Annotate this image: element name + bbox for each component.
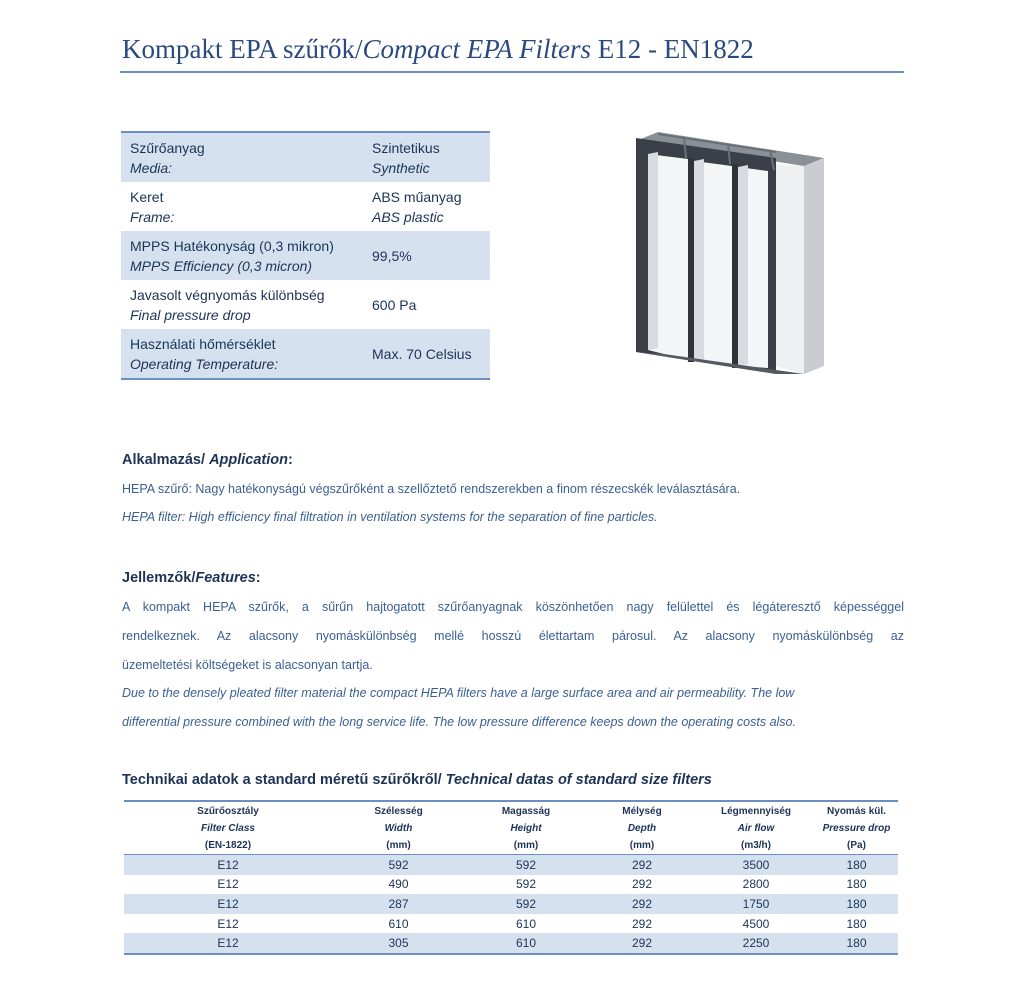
spec-label-hu: MPPS Hatékonyság (0,3 mikron): [130, 237, 334, 254]
spec-label: [121, 334, 372, 374]
table-cell: 292: [631, 896, 653, 911]
column-header-air-flow: [697, 802, 815, 854]
column-header-unit: (Pa): [847, 840, 866, 851]
table-cell: 287: [388, 896, 409, 911]
table-cell: 1750: [742, 896, 770, 911]
application-text-en: HEPA filter: High efficiency final filtration in ventilation systems for the separation of fine particles.: [122, 510, 658, 524]
features-heading: [122, 570, 261, 586]
spec-value: [372, 187, 490, 227]
page-title: [122, 34, 754, 65]
column-header-en: Depth: [627, 823, 657, 834]
spec-label: [121, 187, 372, 227]
spec-label-en: Frame:: [130, 208, 175, 225]
column-header-unit: (mm): [629, 840, 655, 851]
column-header-unit: (m3/h): [741, 840, 771, 851]
spec-value-en: Synthetic: [372, 159, 430, 176]
features-heading-en: Features: [195, 570, 256, 586]
application-heading-hu: Alkalmazás/: [122, 452, 210, 468]
spec-row-frame: [121, 182, 490, 231]
column-header-hu: Szűrőosztály: [197, 806, 259, 817]
column-header-en: Width: [384, 823, 413, 834]
spec-row-pressure-drop: [121, 280, 490, 329]
table-row: [124, 933, 898, 953]
table-cell: 592: [388, 857, 409, 872]
table-cell: 592: [515, 877, 537, 892]
table-cell: 180: [846, 916, 867, 931]
spec-value: 600 Pa: [372, 296, 417, 313]
spec-value-hu: ABS műanyag: [372, 188, 462, 205]
table-cell: 292: [631, 857, 653, 872]
column-header-unit: (EN-1822): [204, 840, 252, 851]
column-header-pressure-drop: [815, 802, 898, 854]
table-cell: 592: [515, 857, 537, 872]
spec-value: Max. 70 Celsius: [372, 345, 472, 362]
spec-label-hu: Keret: [130, 188, 164, 205]
table-cell: 2250: [742, 936, 770, 951]
tech-heading-en: Technical datas of standard size filters: [445, 772, 712, 788]
spec-table: [121, 131, 490, 380]
features-text-en-line: Due to the densely pleated filter material the compact HEPA filters have a large surface area and air permeability. The low: [122, 686, 795, 700]
spec-value-en: ABS plastic: [372, 208, 444, 225]
spec-value-hu: Szintetikus: [372, 139, 440, 156]
tech-data-table: [124, 800, 898, 955]
table-row: [124, 894, 898, 914]
spec-value: 99,5%: [372, 247, 412, 264]
spec-label-hu: Javasolt végnyomás különbség: [130, 286, 325, 303]
table-cell: E12: [217, 896, 239, 911]
table-cell: 610: [515, 916, 537, 931]
tech-heading: [122, 772, 712, 788]
features-text-en-line: differential pressure combined with the long service life. The low pressure difference keeps down the operating costs also.: [122, 715, 796, 729]
spec-label-en: MPPS Efficiency (0,3 micron): [130, 257, 313, 274]
spec-label: [121, 236, 372, 276]
column-header-hu: Légmennyiség: [720, 806, 792, 817]
table-cell: E12: [217, 857, 239, 872]
column-header-en: Air flow: [737, 823, 775, 834]
column-header-unit: (mm): [513, 840, 539, 851]
application-heading-en: Application: [209, 452, 289, 468]
table-cell: 292: [631, 916, 653, 931]
table-cell: 610: [515, 936, 537, 951]
tech-heading-hu: Technikai adatok a standard méretű szűrőkről/: [122, 772, 446, 788]
title-divider: [120, 71, 904, 73]
column-header-hu: Nyomás kül.: [827, 806, 886, 817]
spec-row-temperature: [121, 329, 490, 378]
title-suffix: E12 - EN1822: [591, 34, 754, 64]
table-header: [124, 802, 898, 855]
spec-value: [372, 138, 490, 178]
features-text-hu-line: A kompakt HEPA szűrők, a sűrűn hajtogatott szűrőanyagnak köszönhetően nagy felülettel és légáteresztő képességgel: [122, 600, 904, 614]
spec-label-en: Operating Temperature:: [130, 355, 279, 372]
spec-label-hu: Szűrőanyag: [130, 139, 205, 156]
table-row: [124, 875, 898, 895]
table-cell: 4500: [742, 916, 770, 931]
spec-label: [121, 285, 372, 325]
table-cell: 292: [631, 877, 653, 892]
table-cell: E12: [217, 936, 239, 951]
filter-product-image: [624, 128, 830, 388]
table-cell: 2800: [742, 877, 770, 892]
table-cell: 180: [846, 896, 867, 911]
column-header-filter-class: [124, 802, 332, 854]
table-cell: 592: [515, 896, 537, 911]
features-text-hu-line: üzemeltetési költségeket is alacsonyan tartja.: [122, 658, 373, 672]
table-cell: E12: [217, 916, 239, 931]
features-text-hu-line: rendelkeznek. Az alacsony nyomáskülönbség mellé hosszú élettartam párosul. Az alacsony nyomáskülönbség az: [122, 629, 904, 643]
column-header-hu: Mélység: [622, 806, 662, 817]
column-header-height: [465, 802, 587, 854]
table-row: [124, 855, 898, 875]
table-cell: 490: [388, 877, 409, 892]
spec-label-en: Media:: [130, 159, 173, 176]
title-hu: Kompakt EPA szűrők/: [122, 34, 363, 64]
application-heading-colon: :: [288, 452, 293, 468]
spec-label-en: Final pressure drop: [130, 306, 251, 323]
table-cell: 180: [846, 857, 867, 872]
column-header-width: [332, 802, 465, 854]
table-cell: 610: [388, 916, 409, 931]
table-cell: 305: [388, 936, 409, 951]
spec-row-media: [121, 133, 490, 182]
table-cell: 3500: [742, 857, 770, 872]
features-heading-hu: Jellemzők/: [122, 570, 196, 586]
column-header-unit: (mm): [386, 840, 411, 851]
application-heading: [122, 452, 293, 468]
title-en: Compact EPA Filters: [362, 34, 592, 64]
column-header-hu: Szélesség: [374, 806, 423, 817]
table-cell: 180: [846, 877, 867, 892]
column-header-en: Filter Class: [201, 823, 255, 834]
table-row: [124, 914, 898, 934]
table-cell: E12: [217, 877, 239, 892]
column-header-hu: Magasság: [501, 806, 551, 817]
features-heading-colon: :: [255, 570, 261, 586]
spec-label: [121, 138, 372, 178]
spec-row-efficiency: [121, 231, 490, 280]
column-header-depth: [587, 802, 697, 854]
column-header-en: Height: [510, 823, 542, 834]
column-header-en: Pressure drop: [822, 823, 891, 834]
application-text-hu: HEPA szűrő: Nagy hatékonyságú végszűrőként a szellőztető rendszerekben a finom részecskék leválasztására.: [122, 482, 741, 496]
table-cell: 180: [846, 936, 867, 951]
table-cell: 292: [631, 936, 653, 951]
spec-label-hu: Használati hőmérséklet: [130, 335, 276, 352]
